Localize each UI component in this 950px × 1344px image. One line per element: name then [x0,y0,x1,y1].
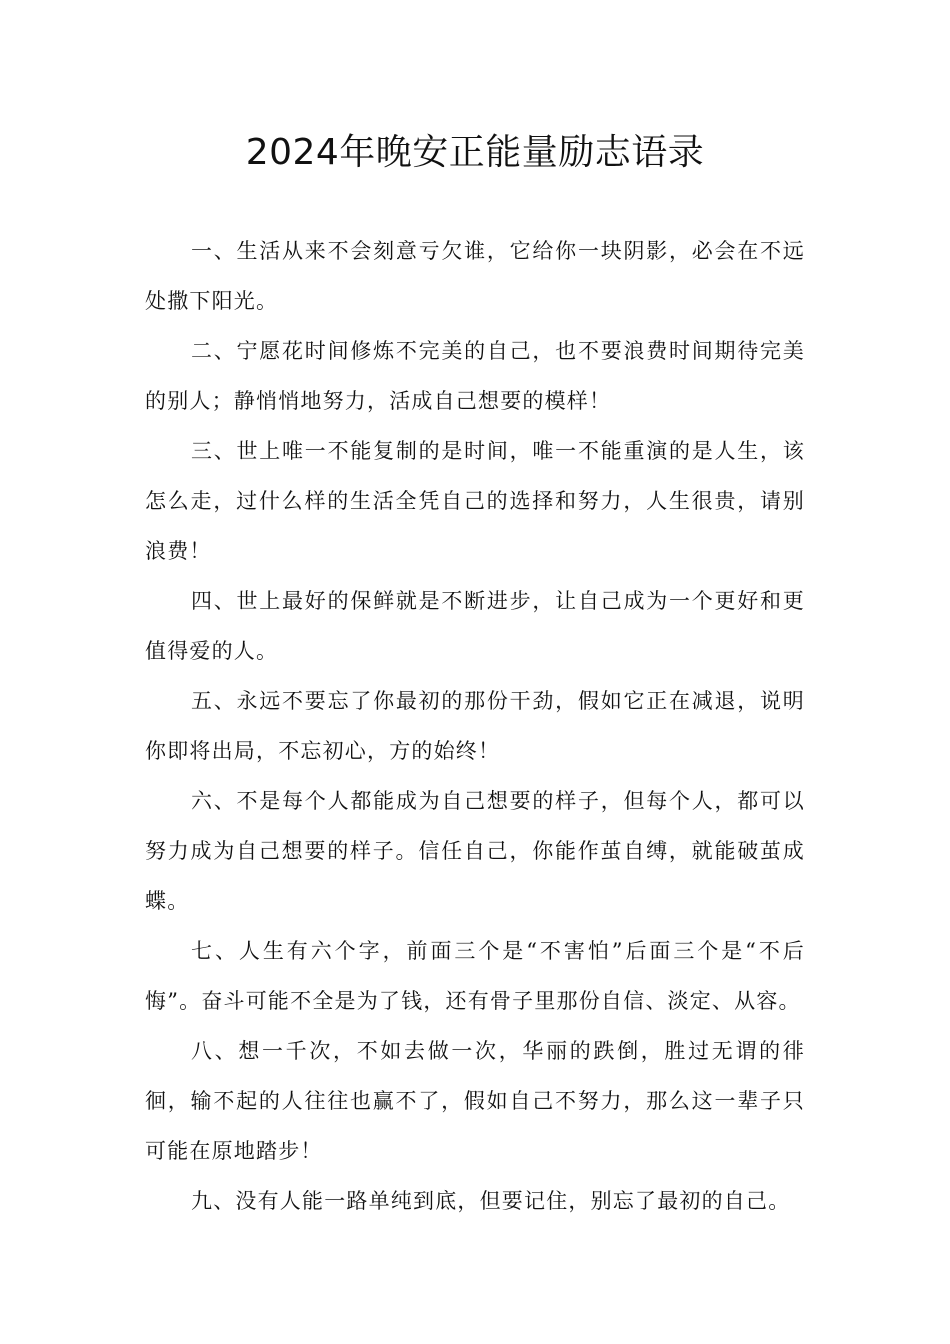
paragraph-9: 九、没有人能一路单纯到底，但要记住，别忘了最初的自己。 [191,1189,791,1213]
paragraph-7: 七、人生有六个字，前面三个是“不害怕”后面三个是“不后悔”。奋斗可能不全是为了钱，还有骨子里那份自信、淡定、从容。 [145,939,805,1013]
paragraph-4: 四、世上最好的保鲜就是不断进步，让自己成为一个更好和更值得爱的人。 [145,589,805,663]
paragraph-8: 八、想一千次，不如去做一次，华丽的跌倒，胜过无谓的徘徊，输不起的人往往也赢不了，假如自己不努力，那么这一辈子只可能在原地踏步！ [145,1039,805,1163]
paragraph-1: 一、生活从来不会刻意亏欠谁，它给你一块阴影，必会在不远处撒下阳光。 [145,239,805,313]
paragraph-5: 五、永远不要忘了你最初的那份干劲，假如它正在减退，说明你即将出局，不忘初心，方的始终！ [145,689,805,763]
paragraph-6: 六、不是每个人都能成为自己想要的样子，但每个人，都可以努力成为自己想要的样子。信任自己，你能作茧自缚，就能破茧成蝶。 [145,789,805,913]
document-title: 2024年晚安正能量励志语录 [245,132,705,173]
document-body [145,226,805,1226]
paragraph-2: 二、宁愿花时间修炼不完美的自己，也不要浪费时间期待完美的别人；静悄悄地努力，活成自己想要的模样！ [145,339,805,413]
paragraph-3: 三、世上唯一不能复制的是时间，唯一不能重演的是人生，该怎么走，过什么样的生活全凭自己的选择和努力，人生很贵，请别浪费！ [145,439,805,563]
